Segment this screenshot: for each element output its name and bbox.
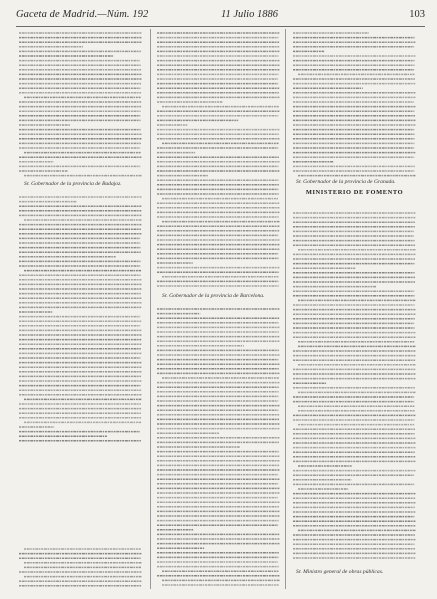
- gazette-title: Gaceta de Madrid.—Núm. 192: [16, 9, 149, 20]
- text-column-2: [156, 31, 281, 589]
- body-text-lines: [292, 31, 417, 589]
- signature-line: Sr. Ministro general de obras públicas.: [296, 569, 384, 575]
- signature-line: Sr. Gobernador de la provincia de Barcelona.: [162, 293, 265, 299]
- body-text-lines: [156, 31, 281, 589]
- column-divider: [285, 29, 286, 589]
- body-text-lines: [18, 31, 143, 589]
- signature-line: Sr. Gobernador de la provincia de Granada.: [296, 179, 396, 185]
- issue-date: 11 Julio 1886: [221, 9, 278, 20]
- signature-line: Sr. Gobernador de la provincia de Badajoz.: [24, 181, 122, 187]
- text-column-1: [18, 31, 143, 589]
- text-column-3: [292, 31, 417, 589]
- header-rule: [16, 26, 425, 27]
- page-header: [16, 9, 425, 25]
- section-heading: MINISTERIO DE FOMENTO: [305, 189, 404, 196]
- page-number: 103: [409, 9, 425, 20]
- column-divider: [150, 29, 151, 589]
